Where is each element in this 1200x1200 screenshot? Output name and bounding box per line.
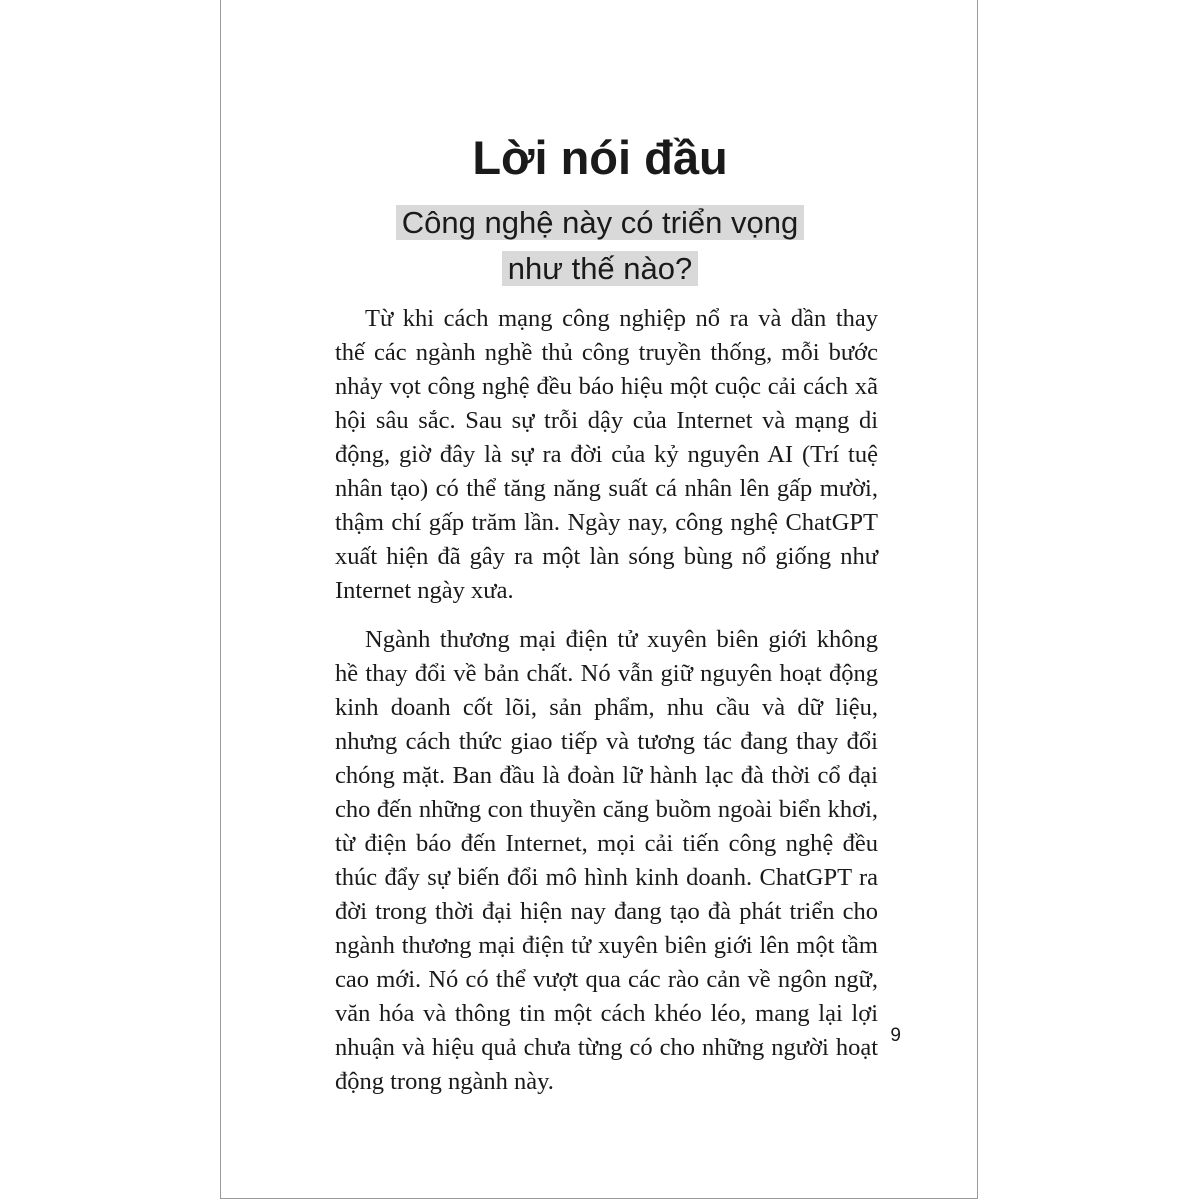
book-page xyxy=(220,0,978,1199)
subtitle-line-2: như thế nào? xyxy=(502,251,699,286)
subtitle-line-1: Công nghệ này có triển vọng xyxy=(396,205,804,240)
chapter-title: Lời nói đầu xyxy=(472,131,728,184)
body-text xyxy=(335,302,878,1099)
chapter-subtitle xyxy=(221,200,979,292)
page-number: 9 xyxy=(890,1025,901,1046)
paragraph-2: Ngành thương mại điện tử xuyên biên giới không hề thay đổi về bản chất. Nó vẫn giữ nguyên hoạt động kinh doanh cốt lõi, sản phẩm, nhu cầu và dữ liệu, nhưng cách thức giao tiếp và tương tác đang thay đổi chóng mặt. Ban đầu là đoàn lữ hành lạc đà thời cổ đại cho đến những con thuyền căng buồm ngoài biển khơi, từ điện báo đến Internet, mọi cải tiến công nghệ đều thúc đẩy sự biến đổi mô hình kinh doanh. ChatGPT ra đời trong thời đại hiện nay đang tạo đà phát triển cho ngành thương mại điện tử xuyên biên giới lên một tầm cao mới. Nó có thể vượt qua các rào cản về ngôn ngữ, văn hóa và thông tin một cách khéo léo, mang lại lợi nhuận và hiệu quả chưa từng có cho những người hoạt động trong ngành này. xyxy=(335,626,878,1095)
paragraph-1: Từ khi cách mạng công nghiệp nổ ra và dần thay thế các ngành nghề thủ công truyền thống, mỗi bước nhảy vọt công nghệ đều báo hiệu một cuộc cải cách xã hội sâu sắc. Sau sự trỗi dậy của Internet và mạng di động, giờ đây là sự ra đời của kỷ nguyên AI (Trí tuệ nhân tạo) có thể tăng năng suất cá nhân lên gấp mười, thậm chí gấp trăm lần. Ngày nay, công nghệ ChatGPT xuất hiện đã gây ra một làn sóng bùng nổ giống như Internet ngày xưa. xyxy=(335,305,878,604)
